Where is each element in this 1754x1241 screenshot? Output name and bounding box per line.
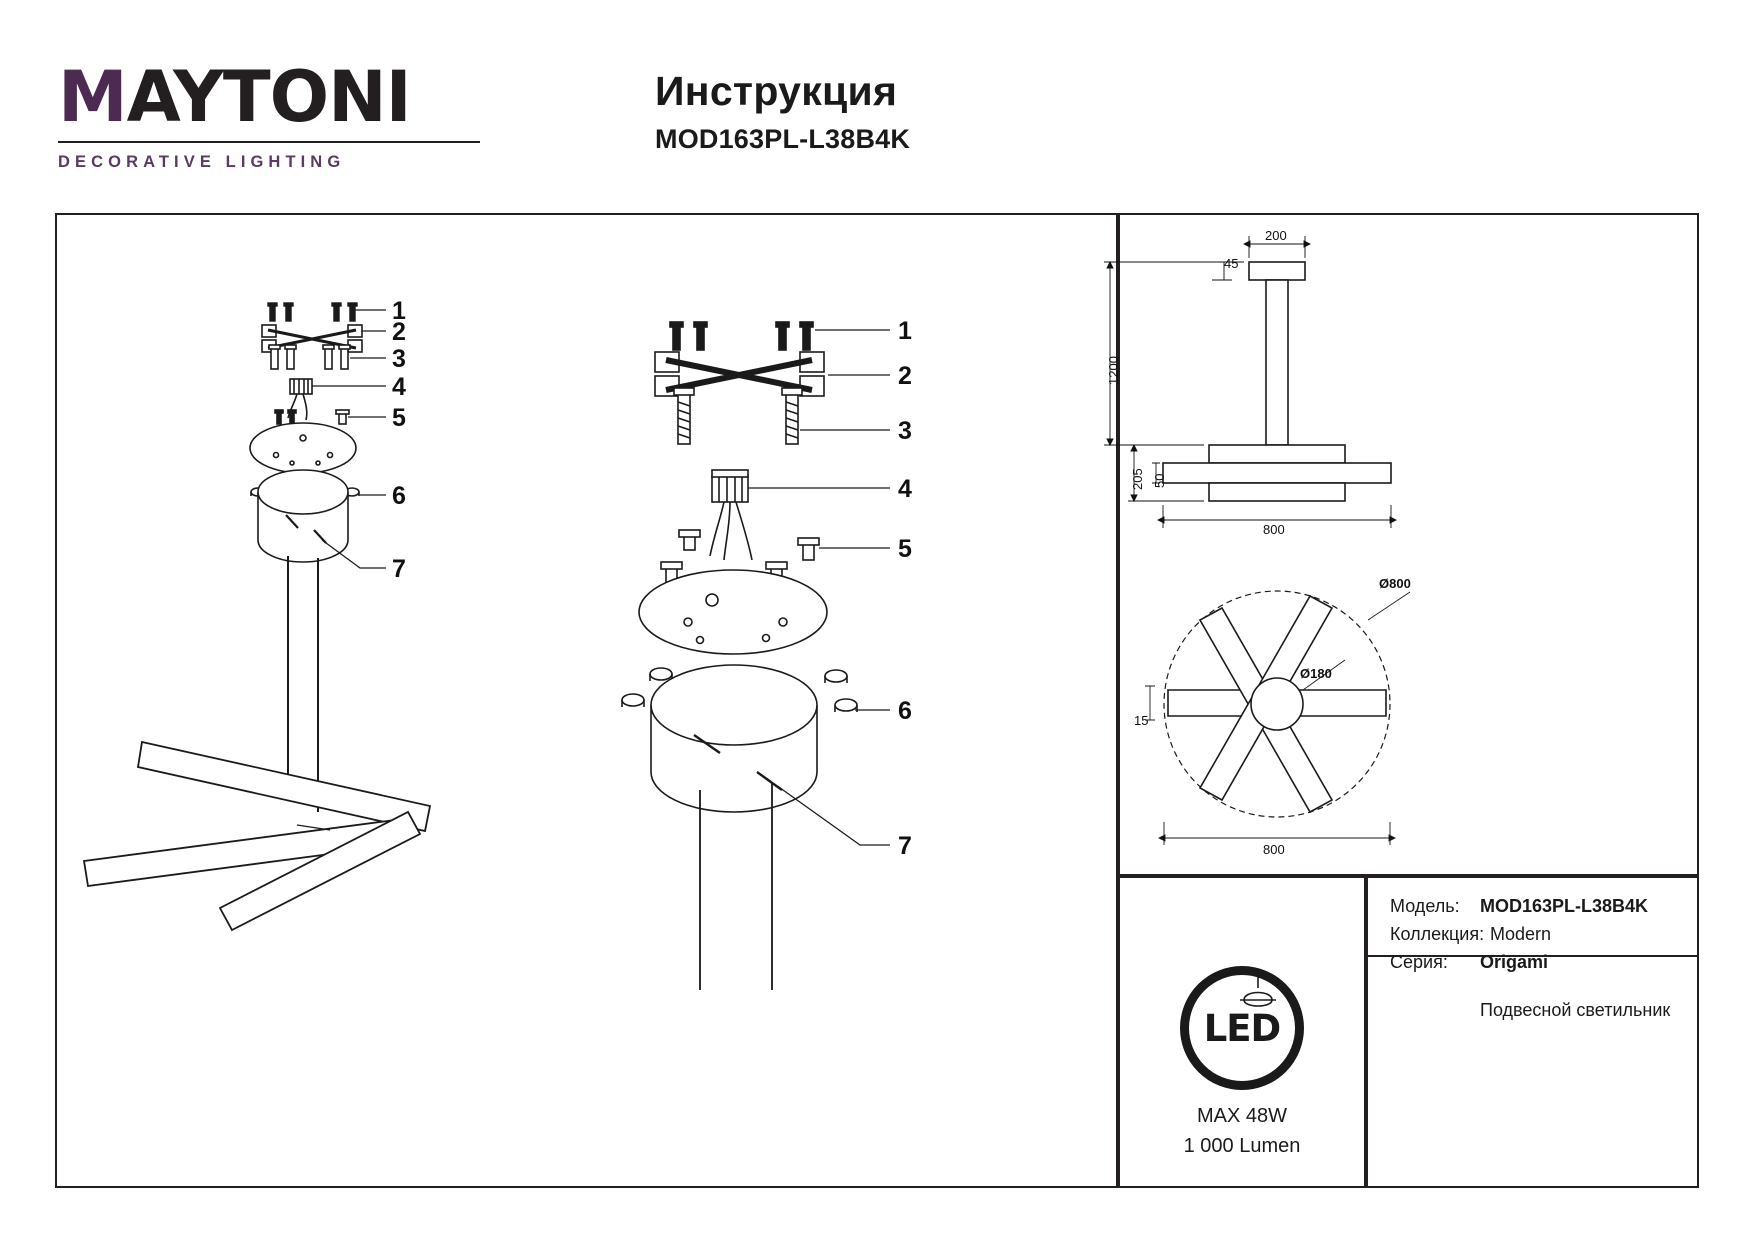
dim-plan-diameter: Ø800 — [1379, 576, 1411, 591]
callout-left-5: 5 — [392, 404, 406, 432]
callout-left-7: 7 — [392, 555, 406, 583]
dim-canopy-height: 45 — [1224, 256, 1239, 271]
info-model-value: MOD163PL-L38B4K — [1480, 896, 1649, 916]
led-lumen: 1 000 Lumen — [1183, 1135, 1301, 1157]
callout-mid-2: 2 — [898, 362, 912, 390]
callout-mid-3: 3 — [898, 417, 912, 445]
info-series-label: Серия: — [1390, 952, 1448, 972]
callout-left-6: 6 — [392, 482, 406, 510]
callout-left-4: 4 — [392, 373, 406, 401]
info-collection-value: Modern — [1490, 924, 1552, 944]
led-badge-text: LED — [1203, 1006, 1281, 1050]
dim-body-height: 205 — [1130, 468, 1145, 490]
info-collection-label: Коллекция: — [1390, 924, 1485, 944]
callout-mid-7: 7 — [898, 832, 912, 860]
callout-left-2: 2 — [392, 318, 406, 346]
dim-plan-width: 800 — [1263, 842, 1285, 857]
led-badge — [1180, 966, 1304, 1090]
brand-accent-letter: M — [58, 56, 127, 138]
callout-mid-4: 4 — [898, 475, 912, 503]
model-code: MOD163PL-L38B4K — [655, 124, 911, 154]
info-type-value: Подвесной светильник — [1480, 1000, 1671, 1020]
dim-top-width: 200 — [1265, 228, 1287, 243]
callout-mid-6: 6 — [898, 697, 912, 725]
dim-rod-length: 1200 — [1106, 356, 1121, 385]
dim-hub-diameter: Ø180 — [1300, 666, 1332, 681]
dim-arm-thickness: 15 — [1134, 713, 1149, 728]
dim-plate-height: 50 — [1152, 473, 1167, 488]
page-title: Инструкция — [655, 68, 898, 114]
info-series-value: Origami — [1480, 952, 1549, 972]
callout-left-3: 3 — [392, 345, 406, 373]
led-max-power: MAX 48W — [1196, 1105, 1288, 1127]
dim-overall-width: 800 — [1263, 522, 1285, 537]
callout-mid-5: 5 — [898, 535, 912, 563]
brand-rest: AYTONI — [126, 56, 411, 138]
callout-mid-1: 1 — [898, 317, 912, 345]
callout-left-1: 1 — [392, 297, 406, 325]
brand-tagline: DECORATIVE LIGHTING — [58, 153, 346, 171]
info-model-label: Модель: — [1390, 896, 1460, 916]
